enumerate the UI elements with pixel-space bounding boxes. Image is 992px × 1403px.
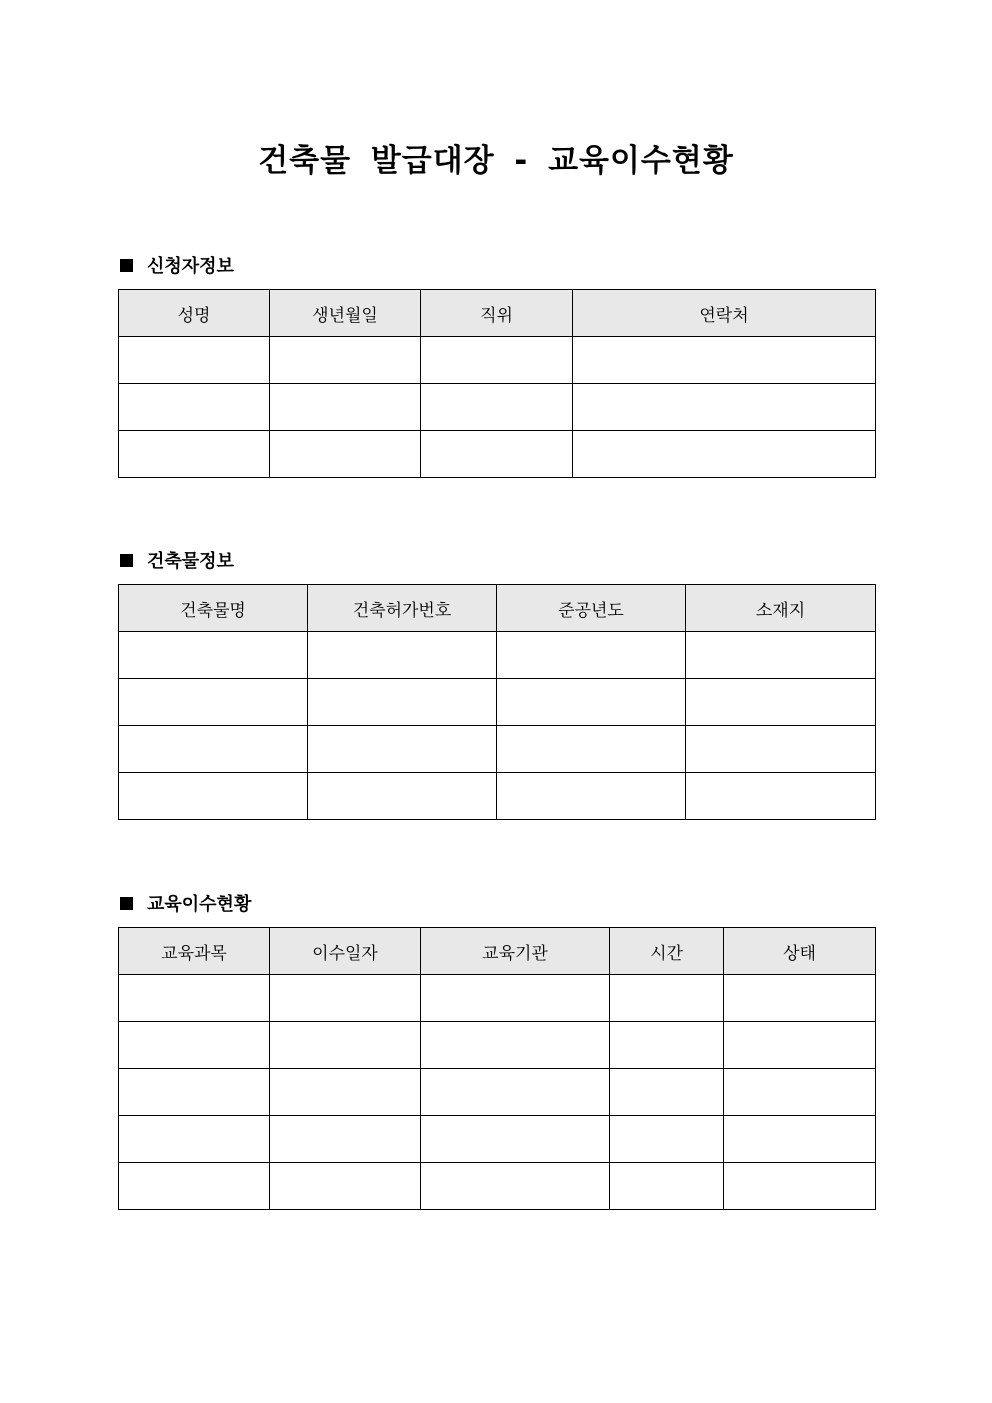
- applicant-contact-cell[interactable]: [573, 431, 876, 478]
- building-permit-cell[interactable]: [308, 679, 497, 726]
- education-hours-cell[interactable]: [610, 1116, 724, 1163]
- building-section-title: 건축물정보: [147, 551, 234, 572]
- applicant-position-cell[interactable]: [421, 337, 573, 384]
- education-institution-cell[interactable]: [421, 1022, 610, 1069]
- applicant-table: [118, 289, 876, 478]
- building-section-heading: [118, 548, 234, 572]
- building-table: [118, 584, 876, 820]
- education-table: [118, 927, 876, 1210]
- applicant-section-heading: [118, 253, 234, 277]
- applicant-name-cell[interactable]: [119, 384, 270, 431]
- applicant-section-title: 신청자정보: [147, 256, 234, 277]
- building-year-cell[interactable]: [497, 773, 686, 820]
- building-col-name: 건축물명: [119, 585, 308, 632]
- education-institution-cell[interactable]: [421, 1116, 610, 1163]
- education-institution-cell[interactable]: [421, 975, 610, 1022]
- education-institution-cell[interactable]: [421, 1163, 610, 1210]
- education-date-cell[interactable]: [270, 1116, 421, 1163]
- education-col-institution: 교육기관: [421, 928, 610, 975]
- table-row: [119, 679, 876, 726]
- education-header-row: [119, 928, 876, 975]
- table-row: [119, 384, 876, 431]
- building-col-permit-number: 건축허가번호: [308, 585, 497, 632]
- education-course-cell[interactable]: [119, 1116, 270, 1163]
- building-location-cell[interactable]: [686, 726, 876, 773]
- applicant-birthdate-cell[interactable]: [270, 337, 421, 384]
- education-status-cell[interactable]: [724, 975, 876, 1022]
- building-name-cell[interactable]: [119, 679, 308, 726]
- table-row: [119, 1022, 876, 1069]
- table-row: [119, 726, 876, 773]
- applicant-col-birthdate: 생년월일: [270, 290, 421, 337]
- applicant-col-name: 성명: [119, 290, 270, 337]
- applicant-name-cell[interactable]: [119, 431, 270, 478]
- education-hours-cell[interactable]: [610, 975, 724, 1022]
- applicant-col-position: 직위: [421, 290, 573, 337]
- table-row: [119, 337, 876, 384]
- document-title: 건축물 발급대장 - 교육이수현황: [258, 143, 734, 179]
- education-course-cell[interactable]: [119, 1022, 270, 1069]
- square-bullet-icon: [120, 897, 133, 910]
- square-bullet-icon: [120, 554, 133, 567]
- education-col-course: 교육과목: [119, 928, 270, 975]
- education-course-cell[interactable]: [119, 1069, 270, 1116]
- applicant-birthdate-cell[interactable]: [270, 384, 421, 431]
- table-row: [119, 632, 876, 679]
- building-location-cell[interactable]: [686, 679, 876, 726]
- applicant-contact-cell[interactable]: [573, 384, 876, 431]
- education-status-cell[interactable]: [724, 1069, 876, 1116]
- education-date-cell[interactable]: [270, 975, 421, 1022]
- education-hours-cell[interactable]: [610, 1022, 724, 1069]
- building-location-cell[interactable]: [686, 773, 876, 820]
- building-name-cell[interactable]: [119, 632, 308, 679]
- education-status-cell[interactable]: [724, 1022, 876, 1069]
- applicant-col-contact: 연락처: [573, 290, 876, 337]
- square-bullet-icon: [120, 259, 133, 272]
- applicant-name-cell[interactable]: [119, 337, 270, 384]
- education-course-cell[interactable]: [119, 1163, 270, 1210]
- education-status-cell[interactable]: [724, 1116, 876, 1163]
- building-name-cell[interactable]: [119, 726, 308, 773]
- education-course-cell[interactable]: [119, 975, 270, 1022]
- building-header-row: [119, 585, 876, 632]
- education-date-cell[interactable]: [270, 1022, 421, 1069]
- building-permit-cell[interactable]: [308, 773, 497, 820]
- applicant-birthdate-cell[interactable]: [270, 431, 421, 478]
- education-col-hours: 시간: [610, 928, 724, 975]
- education-col-completion-date: 이수일자: [270, 928, 421, 975]
- building-year-cell[interactable]: [497, 679, 686, 726]
- education-date-cell[interactable]: [270, 1069, 421, 1116]
- building-permit-cell[interactable]: [308, 726, 497, 773]
- building-year-cell[interactable]: [497, 726, 686, 773]
- applicant-position-cell[interactable]: [421, 431, 573, 478]
- table-row: [119, 1163, 876, 1210]
- building-col-completion-year: 준공년도: [497, 585, 686, 632]
- education-hours-cell[interactable]: [610, 1069, 724, 1116]
- table-row: [119, 431, 876, 478]
- building-name-cell[interactable]: [119, 773, 308, 820]
- education-date-cell[interactable]: [270, 1163, 421, 1210]
- education-status-cell[interactable]: [724, 1163, 876, 1210]
- building-permit-cell[interactable]: [308, 632, 497, 679]
- education-institution-cell[interactable]: [421, 1069, 610, 1116]
- applicant-header-row: [119, 290, 876, 337]
- table-row: [119, 975, 876, 1022]
- building-col-location: 소재지: [686, 585, 876, 632]
- education-section-title: 교육이수현황: [147, 894, 252, 915]
- education-section-heading: [118, 891, 251, 915]
- applicant-position-cell[interactable]: [421, 384, 573, 431]
- building-location-cell[interactable]: [686, 632, 876, 679]
- education-col-status: 상태: [724, 928, 876, 975]
- table-row: [119, 1069, 876, 1116]
- education-hours-cell[interactable]: [610, 1163, 724, 1210]
- applicant-contact-cell[interactable]: [573, 337, 876, 384]
- table-row: [119, 1116, 876, 1163]
- building-year-cell[interactable]: [497, 632, 686, 679]
- table-row: [119, 773, 876, 820]
